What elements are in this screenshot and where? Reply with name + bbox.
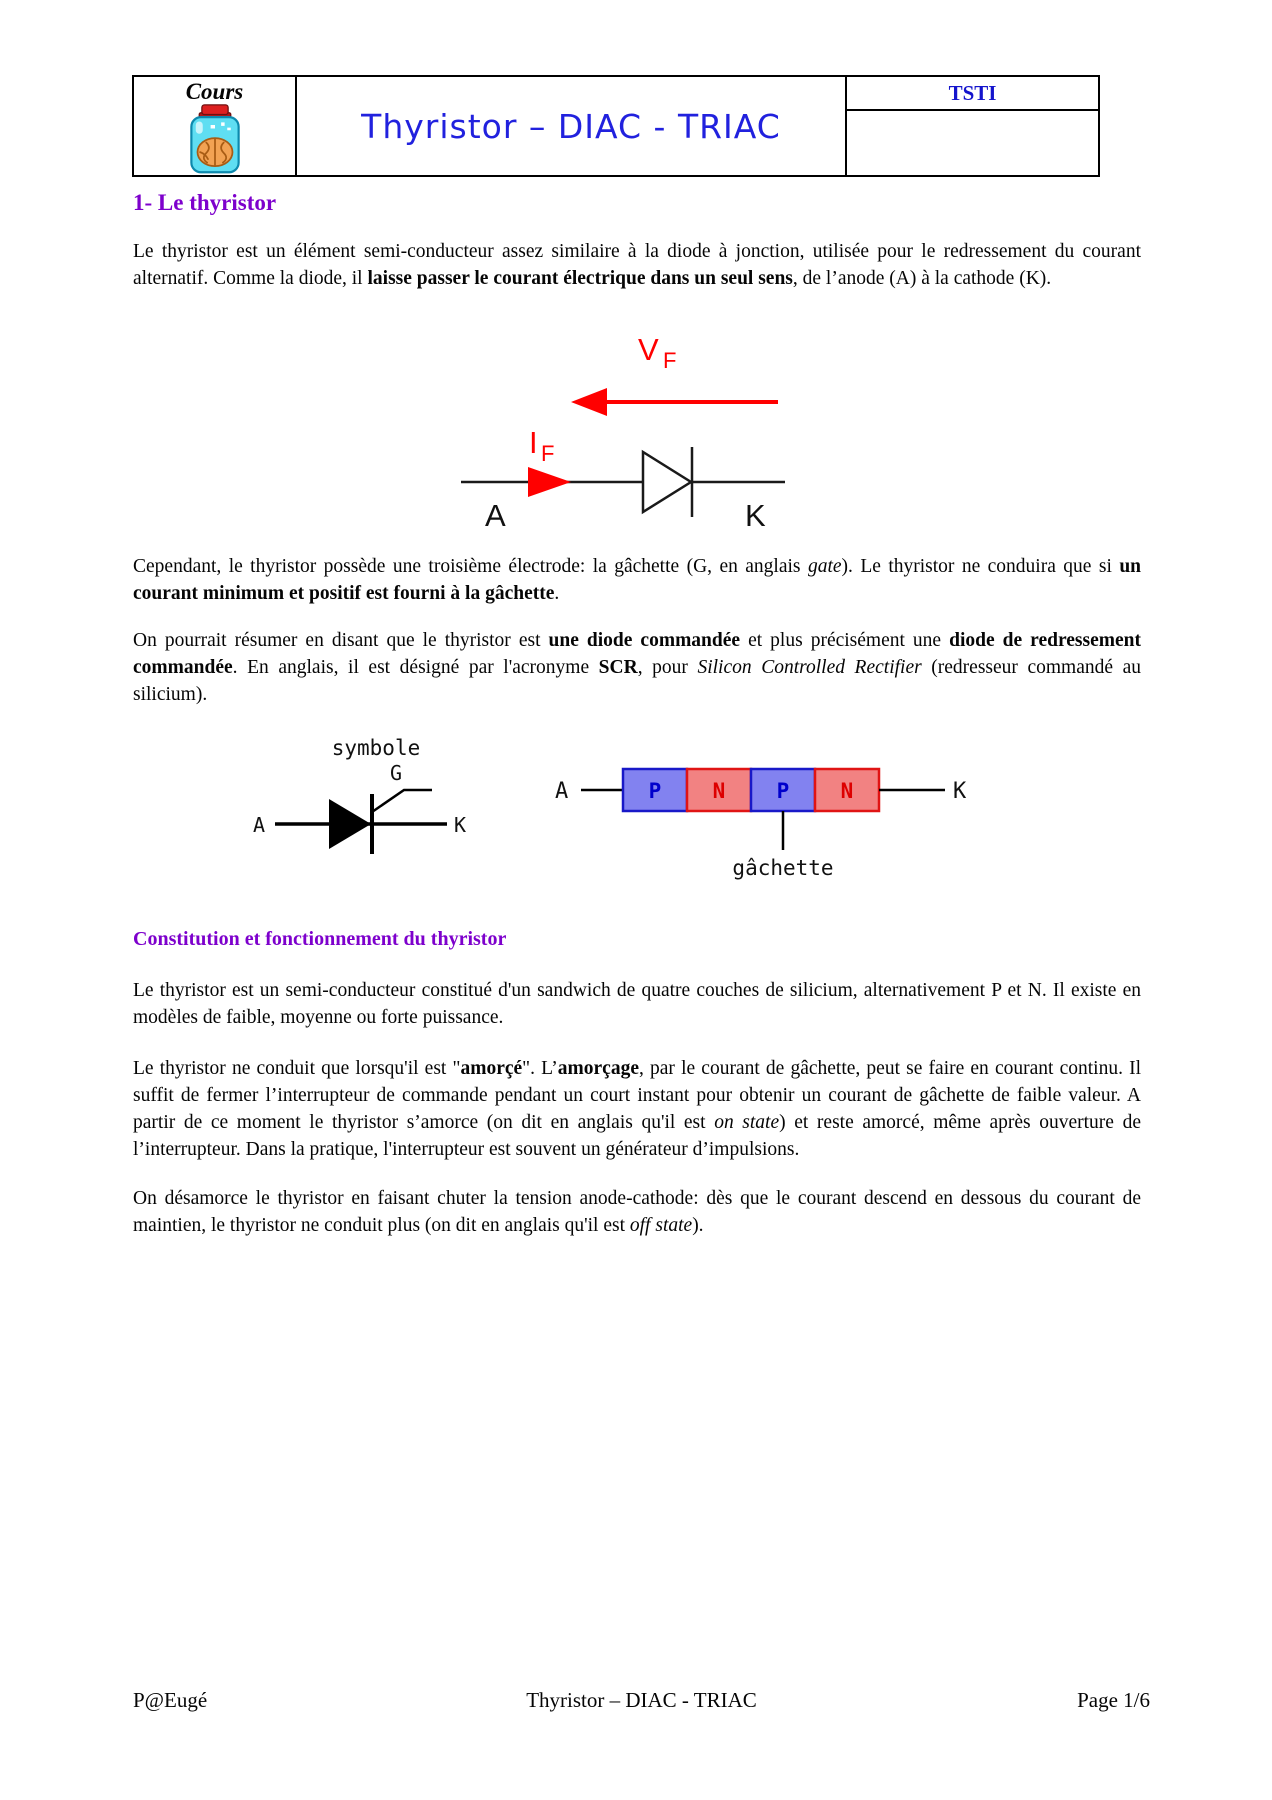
diode-figure-svg xyxy=(433,310,813,535)
paragraph-4 xyxy=(133,977,1141,1031)
text-run: laisse passer le courant électrique dans un seul sens xyxy=(367,268,793,289)
header-title-cell xyxy=(297,77,845,175)
text-run: , de l’anode (A) à la cathode (K). xyxy=(792,268,1052,289)
layer-p1-label: P xyxy=(648,779,662,803)
anode-label: A xyxy=(253,813,266,837)
text-run: off state xyxy=(629,1215,693,1236)
text-run: un courant minimum et positif est fourni à la gâchette xyxy=(133,556,1142,604)
document-body xyxy=(133,182,1141,1239)
text-run: On désamorce le thyristor en faisant chuter la tension anode-cathode: dès que le courant descend en dessous du courant de maintien, le thyristor ne conduit plus (on dit en anglais qu'il est xyxy=(133,1188,1141,1236)
text-run: Silicon Controlled Rectifier xyxy=(697,657,922,678)
vf-arrowhead xyxy=(571,388,607,416)
current-arrowhead xyxy=(528,467,571,497)
cathode-label: K xyxy=(953,779,967,804)
thyristor-figures-row xyxy=(133,736,1141,886)
text-run: Le thyristor est un élément semi-conducteur assez similaire à la diode à jonction, utilisée pour le redressement du courant alternatif. Comme la diode, il xyxy=(133,241,1141,289)
text-run: . En anglais, il est désigné par l'acronyme xyxy=(232,657,599,678)
text-run: et plus précisément une xyxy=(740,630,950,651)
text-run: ). Le thyristor ne conduira que si xyxy=(841,556,1120,577)
header-table xyxy=(132,75,1100,177)
text-run: on state xyxy=(714,1112,780,1133)
thyristor-symbol-svg xyxy=(251,760,481,882)
text-run: , par le courant de gâchette, peut se faire en courant continu. Il suffit de fermer l’interrupteur de commande pendant un court instant pour obtenir un courant de gâchette de faible valeur. A partir de ce moment le thyristor s’amorce (on dit en anglais qu'il est xyxy=(133,1058,1142,1133)
paragraph-5 xyxy=(133,1055,1141,1163)
text-run: Cependant, le thyristor possède une troisième électrode: la gâchette (G, en anglais xyxy=(133,556,808,577)
bubble xyxy=(221,122,225,126)
layer-n2-label: N xyxy=(840,779,854,803)
symbol-caption: symbole xyxy=(331,736,421,760)
level-label: TSTI xyxy=(847,77,1098,111)
pnpn-structure-figure xyxy=(553,742,1003,884)
diode-triangle xyxy=(643,452,691,512)
vf-label: V xyxy=(638,332,659,367)
anode-label: A xyxy=(485,498,506,533)
if-label: I xyxy=(529,425,538,460)
gate-label: G xyxy=(390,761,403,785)
bubble xyxy=(227,128,231,131)
footer-title: Thyristor – DIAC - TRIAC xyxy=(526,1688,757,1712)
bubble xyxy=(210,125,214,129)
footer-author: P@Eugé xyxy=(133,1688,208,1712)
page-footer xyxy=(133,1688,1150,1713)
cathode-label: K xyxy=(745,498,766,533)
jar-highlight xyxy=(195,122,202,134)
course-label: Cours xyxy=(185,79,244,104)
subsection-heading: Constitution et fonctionnement du thyristor xyxy=(133,928,507,950)
text-run: (redresseur commandé au silicium). xyxy=(133,657,1142,705)
text-run: SCR xyxy=(598,657,638,678)
diode-figure xyxy=(433,310,813,535)
text-run: une diode commandée xyxy=(548,630,741,651)
jar-lid xyxy=(201,105,227,115)
anode-label: A xyxy=(555,779,569,804)
text-run: . xyxy=(554,583,560,604)
text-run: amorçage xyxy=(557,1058,639,1079)
text-run: Le thyristor ne conduit que lorsqu'il est " xyxy=(133,1058,461,1079)
layer-n1-label: N xyxy=(712,779,726,803)
text-run: ). xyxy=(692,1215,704,1236)
text-run: ) et reste amorcé, même après ouverture de l’interrupteur. Dans la pratique, l'interrupteur est souvent un générateur d’impulsions. xyxy=(133,1112,1141,1160)
vf-subscript: F xyxy=(663,348,677,373)
header-course-cell xyxy=(134,77,297,175)
gate-label: gâchette xyxy=(732,856,834,880)
header-level-cell xyxy=(845,77,1098,175)
layer-p2-label: P xyxy=(776,779,790,803)
paragraph-1 xyxy=(133,238,1141,292)
paragraph-3 xyxy=(133,627,1141,708)
text-run: amorçé xyxy=(460,1058,523,1079)
footer-page-number: Page 1/6 xyxy=(1077,1688,1150,1712)
brain-in-jar-icon xyxy=(184,104,246,174)
paragraph-2 xyxy=(133,553,1141,607)
section-heading: 1- Le thyristor xyxy=(133,190,277,215)
text-run: ". L’ xyxy=(522,1058,558,1079)
header-empty-cell xyxy=(847,111,1098,175)
thyristor-symbol-figure xyxy=(251,736,501,887)
cathode-label: K xyxy=(454,813,467,837)
paragraph-6 xyxy=(133,1185,1141,1239)
text-run: Le thyristor est un semi-conducteur constitué d'un sandwich de quatre couches de silicium, alternativement P et N. Il existe en modèles de faible, moyenne ou forte puissance. xyxy=(133,980,1141,1028)
text-run: On pourrait résumer en disant que le thyristor est xyxy=(133,630,549,651)
text-run: diode de redressement commandée xyxy=(133,630,1141,678)
text-run: gate xyxy=(807,556,842,577)
gate-lead xyxy=(372,790,432,812)
document-title: Thyristor – DIAC - TRIAC xyxy=(361,106,781,146)
thyristor-triangle xyxy=(329,799,371,849)
text-run: , pour xyxy=(637,657,698,678)
if-subscript: F xyxy=(541,441,555,466)
